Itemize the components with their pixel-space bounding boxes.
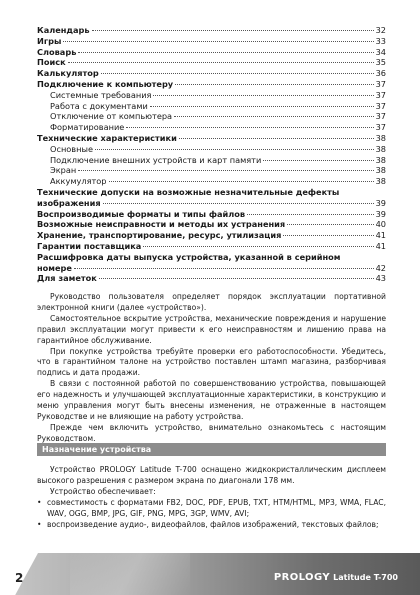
page-footer [0,553,420,595]
intro-paragraph: Самостоятельное вскрытие устройства, механические повреждения и нарушение правил эксплуатации могут привести к его неисправностям и лишению права на гарантийное обслуживание. [37,313,386,345]
intro-paragraph: Прежде чем включить устройство, внимательно ознакомьтесь с настоящим Руководством. [37,422,386,443]
intro-paragraph: В связи с постоянной работой по совершенствованию устройства, повышающей его надежность и улучшающей эксплуатационные характеристики, в конструкцию и меню управления могут быть внесены изменения, не отраженные в настоящем Руководстве и не влияющие на работу устройства. [37,379,386,421]
feature-list [37,498,386,531]
toc-item[interactable]: Поиск 35 [37,57,386,68]
page-number: 2 [15,571,24,585]
toc-subitem[interactable]: Форматирование 37 [50,122,386,133]
toc-item[interactable]: Подключение к компьютеру 37 [37,78,386,89]
toc-item[interactable]: Календарь 32 [37,25,386,35]
section-provides: Устройство обеспечивает: [50,486,156,496]
list-item: • воспроизведение аудио-, видеофайлов, файлов изображений, текстовых файлов; [37,519,379,529]
toc-item[interactable]: Игры 33 [37,35,386,46]
list-item: • совместимость с форматами FB2, DOC, PDF, EPUB, TXT, HTM/HTML, MP3, WMA, FLAC, WAV, OGG, BMP, JPG, GIF, PNG, MPG, 3GP, WMV, AVI; [37,497,386,518]
intro-text [37,292,386,445]
section-heading: Назначение устройства [37,443,386,456]
toc-subitem[interactable]: Отключение от компьютера 37 [50,111,386,122]
toc-item[interactable]: Воспроизводимые форматы и типы файлов 39 [37,208,386,219]
toc-item[interactable]: Хранение, транспортирование, ресурс, утилизация 41 [37,230,386,241]
toc-subitem[interactable]: Системные требования 37 [50,89,386,100]
toc-item[interactable]: Технические допуски на возможные незначительные дефекты изображения 39 [37,186,386,208]
toc-item[interactable]: Гарантии поставщика 41 [37,240,386,251]
toc-subitem[interactable]: Подключение внешних устройств и карт памяти 38 [50,154,386,165]
bullet-icon: • [37,497,42,507]
toc-item[interactable]: Для заметок 43 [37,273,386,284]
toc-subitem[interactable]: Работа с документами 37 [50,100,386,111]
table-of-contents [37,25,386,284]
intro-paragraph: При покупке устройства требуйте проверки его работоспособности. Убедитесь, что в гарантийном талоне на устройство поставлен штамп магазина, разборчивая подпись и дата продажи. [37,346,386,378]
toc-subitem[interactable]: Основные 38 [50,143,386,154]
toc-item[interactable]: Словарь 34 [37,46,386,57]
section-paragraph: Устройство PROLOGY Latitude T-700 оснащено жидкокристаллическим дисплеем высокого разрешения с размером экрана по диагонали 178 мм. [37,465,386,485]
bullet-icon: • [37,519,42,529]
section-body [37,465,386,530]
toc-item[interactable]: Возможные неисправности и методы их устранения 40 [37,219,386,230]
intro-paragraph: Руководство пользователя определяет порядок эксплуатации портативной электронной книги (далее «устройство»). [37,292,386,312]
toc-subitem[interactable]: Экран 38 [50,165,386,176]
toc-subitem[interactable]: Аккумулятор 38 [50,176,386,187]
toc-item[interactable]: Расшифровка даты выпуска устройства, указанной в серийном номере 42 [37,251,386,273]
toc-item[interactable]: Технические характеристики 38 [37,132,386,143]
brand-logo: PROLOGY Latitude T-700 [273,572,398,583]
toc-item[interactable]: Калькулятор 36 [37,68,386,79]
